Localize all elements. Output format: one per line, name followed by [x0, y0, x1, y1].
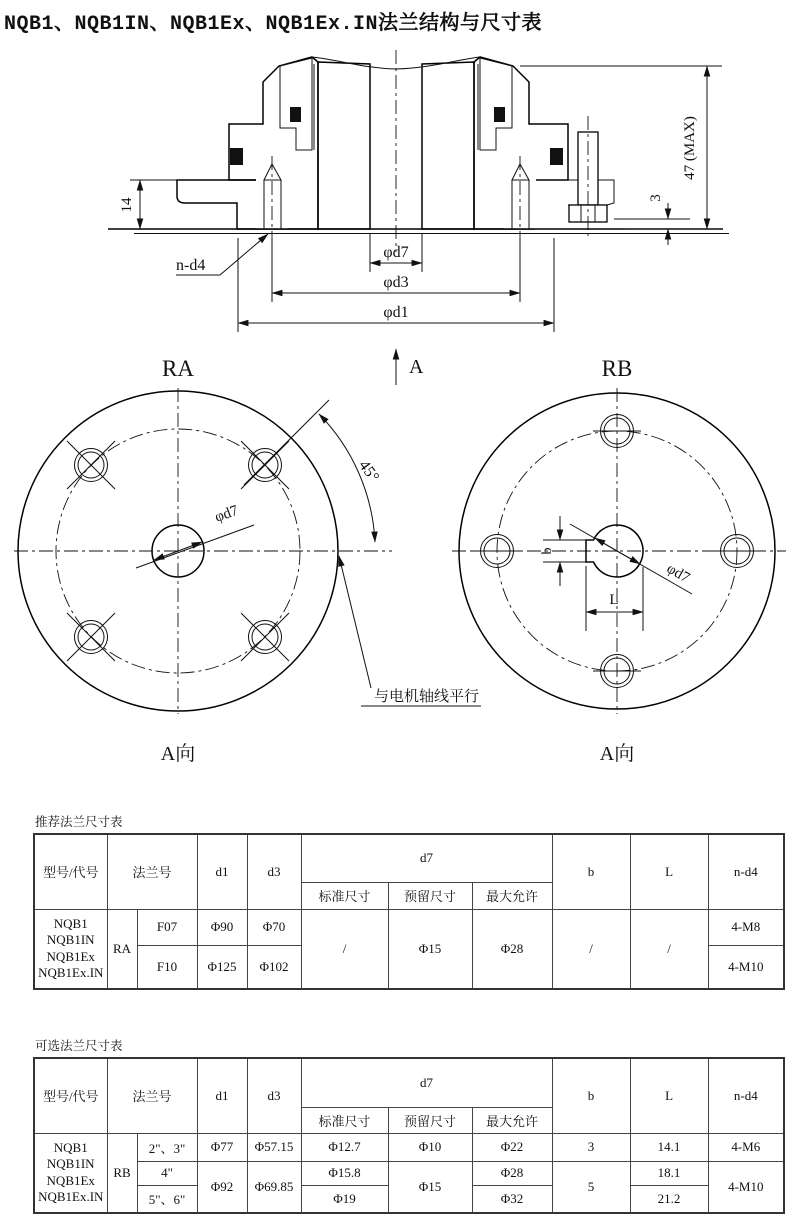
seal-cap-right	[480, 58, 512, 150]
cell-d1: Φ77	[197, 1133, 247, 1161]
cell-flange-no: 4"	[137, 1161, 197, 1185]
th-model: 型号/代号	[34, 834, 107, 909]
cell-std: Φ12.7	[301, 1133, 388, 1161]
seal-ring	[290, 107, 301, 122]
cell-max: Φ28	[472, 1161, 552, 1185]
ra-45deg-dim	[244, 400, 382, 542]
dim-d1-label: φd1	[383, 304, 409, 321]
seal-ring	[550, 148, 563, 165]
cell-L: /	[630, 909, 708, 989]
ra-d7-label: φd7	[212, 502, 241, 526]
cell-flange-no: F10	[137, 945, 197, 989]
th-b: b	[552, 1058, 630, 1133]
th-d1: d1	[197, 834, 247, 909]
cell-group: RB	[107, 1133, 137, 1213]
table1-caption: 推荐法兰尺寸表	[35, 815, 123, 829]
cell-d3: Φ102	[247, 945, 301, 989]
cell-nd4: 4-M6	[708, 1133, 784, 1161]
shaft-wall-left	[318, 62, 370, 229]
view-a-label: A	[409, 356, 424, 378]
cell-models: NQB1 NQB1IN NQB1Ex NQB1Ex.IN	[34, 909, 107, 989]
th-flange: 法兰号	[107, 834, 197, 909]
cell-models: NQB1 NQB1IN NQB1Ex NQB1Ex.IN	[34, 1133, 107, 1213]
cell-b: 5	[552, 1161, 630, 1213]
nd4-label: n-d4	[176, 257, 206, 274]
cell-nd4: 4-M10	[708, 945, 784, 989]
th-res: 预留尺寸	[388, 882, 472, 909]
dim-14	[119, 180, 179, 229]
cell-d3: Φ70	[247, 909, 301, 945]
cell-nd4: 4-M8	[708, 909, 784, 945]
th-max: 最大允许	[472, 882, 552, 909]
nd4-leader	[176, 234, 268, 275]
th-L: L	[630, 834, 708, 909]
th-model: 型号/代号	[34, 1058, 107, 1133]
th-L: L	[630, 1058, 708, 1133]
rb-d7-leader	[570, 524, 693, 594]
mounting-plate	[177, 180, 258, 229]
ra-axis-note	[339, 556, 481, 706]
cell-flange-no: 5"、6"	[137, 1185, 197, 1213]
ra-bottom-label: A向	[160, 743, 196, 765]
cell-L: 21.2	[630, 1185, 708, 1213]
rb-d7-label: φd7	[663, 560, 693, 587]
table2-caption: 可选法兰尺寸表	[35, 1039, 123, 1053]
bolt	[569, 116, 607, 236]
cell-L: 18.1	[630, 1161, 708, 1185]
shaft-wall-right	[422, 62, 474, 229]
table-row	[34, 1161, 784, 1185]
dim-d3-label: φd3	[383, 274, 409, 291]
rb-label: RB	[601, 356, 633, 381]
dim-d7-label: φd7	[383, 244, 409, 261]
stud-right	[504, 156, 536, 238]
cell-res: Φ15	[388, 909, 472, 989]
rb-dim-l	[586, 566, 643, 631]
th-d7: d7	[301, 1058, 552, 1107]
flange-view-rb	[452, 356, 786, 765]
rb-l-label: L	[609, 592, 619, 608]
ra-label: RA	[162, 356, 194, 381]
cell-std: /	[301, 909, 388, 989]
cell-b: /	[552, 909, 630, 989]
cell-group: RA	[107, 909, 137, 989]
seal-cap-left	[280, 58, 312, 150]
cell-std: Φ15.8	[301, 1161, 388, 1185]
seal-ring	[230, 148, 243, 165]
dim-47max	[520, 66, 722, 229]
rb-bottom-label: A向	[599, 743, 635, 765]
cell-res: Φ15	[388, 1161, 472, 1213]
th-d3: d3	[247, 1058, 301, 1133]
th-d1: d1	[197, 1058, 247, 1133]
cell-flange-no: F07	[137, 909, 197, 945]
table-row	[34, 909, 784, 945]
dim-47max-label: 47 (MAX)	[682, 116, 698, 180]
flange-view-ra	[14, 356, 481, 765]
dim-3-label: 3	[648, 194, 664, 202]
cell-L: 14.1	[630, 1133, 708, 1161]
stud-left	[256, 156, 288, 238]
cell-d3: Φ69.85	[247, 1161, 301, 1213]
rb-b-label: b	[540, 547, 555, 555]
seal-ring	[494, 107, 505, 122]
optional-flange-table	[33, 1057, 785, 1214]
optional-flange-table-section	[33, 1036, 793, 1214]
th-std: 标准尺寸	[301, 1107, 388, 1133]
th-flange: 法兰号	[107, 1058, 197, 1133]
ra-angle-label: 45°	[355, 457, 383, 486]
cell-d1: Φ125	[197, 945, 247, 989]
cell-flange-no: 2"、3"	[137, 1133, 197, 1161]
table-row	[34, 1133, 784, 1161]
recommended-flange-table-section	[33, 812, 793, 990]
th-res: 预留尺寸	[388, 1107, 472, 1133]
cell-max: Φ32	[472, 1185, 552, 1213]
cell-b: 3	[552, 1133, 630, 1161]
cell-max: Φ28	[472, 909, 552, 989]
dim-3	[648, 194, 668, 245]
th-std: 标准尺寸	[301, 882, 388, 909]
cell-d1: Φ90	[197, 909, 247, 945]
th-nd4: n-d4	[708, 1058, 784, 1133]
cell-nd4: 4-M10	[708, 1161, 784, 1213]
page-title: NQB1、NQB1IN、NQB1Ex、NQB1Ex.IN法兰结构与尺寸表	[4, 13, 543, 36]
th-d3: d3	[247, 834, 301, 909]
cell-d1: Φ92	[197, 1161, 247, 1213]
recommended-flange-table	[33, 833, 785, 990]
cell-res: Φ10	[388, 1133, 472, 1161]
cell-max: Φ22	[472, 1133, 552, 1161]
th-d7: d7	[301, 834, 552, 882]
cell-std: Φ19	[301, 1185, 388, 1213]
th-b: b	[552, 834, 630, 909]
section-view	[108, 50, 729, 385]
dim-14-label: 14	[119, 197, 135, 213]
th-max: 最大允许	[472, 1107, 552, 1133]
cell-d3: Φ57.15	[247, 1133, 301, 1161]
view-direction-a	[396, 349, 424, 385]
th-nd4: n-d4	[708, 834, 784, 909]
ra-note-label: 与电机轴线平行	[374, 689, 480, 705]
